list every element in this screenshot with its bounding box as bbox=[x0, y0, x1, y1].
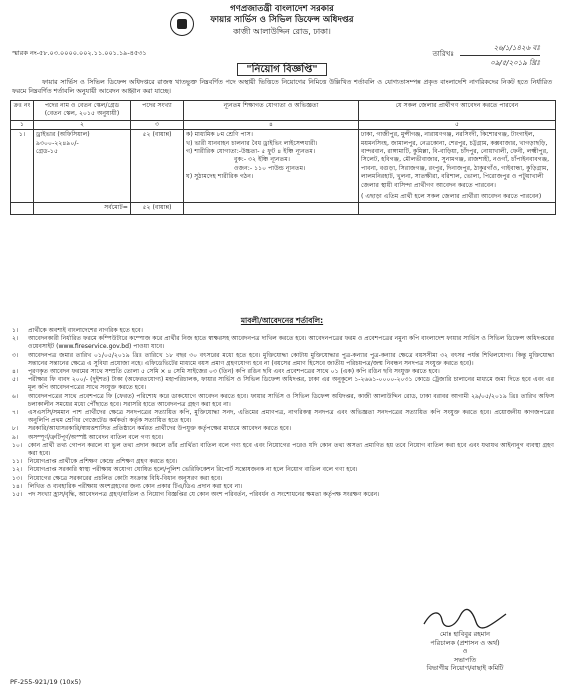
condition-number: ১১। bbox=[12, 458, 23, 466]
post-name: ড্রাইভার (অফিসিয়াল) bbox=[36, 131, 90, 139]
condition-item bbox=[12, 327, 554, 335]
vacancy-table bbox=[10, 100, 556, 215]
condition-text: আবেদনপত্র জমার তারিখ ০১/০৫/২০১৯ খ্রিঃ তারিখে ১৮ বছর ৩০ বৎসরের মধ্যে হতে হবে। মুক্তিযোদ্ধা কোটায় মুক্তিযোদ্ধার পুত্র-কন্যার পুত্র-কন্যার ক্ষেত্রে বয়সসীমা ৩২ বৎসর পর্যন্ত শিথিলযোগ্য। কিন্তু মুক্তিযোদ্ধা সন্তানের সন্তানের ক্ষেত্রে এ সুবিধা প্রযোজ্য নহে। এফিডেভিটের মাধ্যমে বয়স প্রমাণ গ্রহণযোগ্য হবে না (বয়সের প্রমাণ হিসেবে জাতীয় পরিচয়পত্র/জন্ম নিবন্ধন সনদপত্র সংযুক্ত করতে হবে)। bbox=[28, 351, 554, 367]
condition-text: নিয়োগপ্রাপ্ত সরকারি স্বাস্থ্য পরীক্ষায় অযোগ্য ঘোষিত হলে/পুলিশ ভেরিফিকেশন রিপোর্ট সন্তোষজনক না হলে নিয়োগ বাতিল বলে গণ্য হবে। bbox=[28, 466, 358, 474]
date-label: তারিখঃ bbox=[432, 50, 454, 58]
condition-text: পদ সংখ্যা হ্রাস/বৃদ্ধি, আবেদনপত্র গ্রহণ/বাতিল ও নিয়োগ বিজ্ঞপ্তির যে কোন অংশ পরিবর্তন, পরিবর্ধন ও সংশোধনের ক্ষমতা কর্তৃপক্ষ সংরক্ষণ করেন। bbox=[28, 491, 380, 499]
condition-number: ১৩। bbox=[12, 474, 23, 482]
table-row bbox=[11, 130, 556, 203]
row-districts bbox=[359, 130, 556, 203]
condition-text: আবেদনকারী নির্ধারিত ফরমে কম্পিউটারে কম্পোজ করে প্রার্থীর নিজ হাতে স্বাক্ষরসহ আবেদনপত্র দাখিল করতে হবে। আবেদনপত্রের ফরম ও প্রবেশপত্রের নমুনা কপি বাংলাদেশ ফায়ার সার্ভিস ও সিভিল ডিফেন্স অধিদপ্তরের ওয়েবসাইট (www.fireservice.gov.bd) পাওয়া যাবে। bbox=[28, 335, 554, 351]
signatory-and: ও bbox=[462, 647, 468, 655]
condition-text: এসএসসি/সমমান পাশ প্রার্থীদের ক্ষেত্রে সনদপত্রের সত্যায়িত কপি, মুক্তিযোদ্ধা সনদ, এতিমের প্রমাণপত্র, নাগরিকত্ব সনদপত্র এবং অভিজ্ঞতা সনদপত্রের সত্যায়িত কপি সংযুক্ত করতে হবে। প্রয়োজনীয় কাগজপত্রের অনুলিপি প্রথম শ্রেণির গেজেটেড কর্মকর্তা কর্তৃক সত্যায়িত হতে হবে। bbox=[28, 409, 554, 425]
qualification-item: গ) শারীরিক যোগ্যতা:-উচ্চতা- ৫ ফুট ৪ ইঞ্চি ন্যূনতম। bbox=[186, 148, 316, 156]
row-count: ৫২ (বায়ান্ন) bbox=[131, 130, 184, 203]
district-list: ঢাকা, গাজীপুর, মুন্সীগঞ্জ, নারায়ণগঞ্জ, নরসিংদী, কিশোরগঞ্জ, টাংগাইল, ময়মনসিংহ, জামালপুর, নেত্রকোনা, শেরপুর, চট্টগ্রাম, কক্সবাজার, খাগড়াছড়ি, বান্দরবান, রাঙ্গামাটি, কুমিল্লা, বি-বাড়িয়া, চাঁদপুর, নোয়াখালী, ফেনী, লক্ষ্মীপুর, সিলেট, হবিগঞ্জ, মৌলভীবাজার, সুনামগঞ্জ, রাজশাহী, নওগাঁ, চাঁপাইনবাবগঞ্জ, পাবনা, বগুড়া, সিরাজগঞ্জ, রংপুর, দিনাজপুর, ঠাকুরগাঁও, গাইবান্ধা, কুড়িগ্রাম, লালমনিরহাট, খুলনা, সাতক্ষীরা, বরিশাল, ভোলা, পিরোজপুর ও পটুয়াখালী জেলার স্থায়ী বাসিন্দা প্রার্থীগণ আবেদন করতে পারবেন। bbox=[361, 131, 550, 189]
notice-title: "নিয়োগ বিজ্ঞপ্তি" bbox=[6, 62, 558, 79]
table-header-row bbox=[11, 101, 556, 121]
condition-number: ৭। bbox=[12, 409, 19, 417]
condition-item bbox=[12, 368, 554, 376]
col-post: পদের নাম ও বেতন স্কেল/গ্রেড (বেতন স্কেল, ২০১৫ অনুযায়ী) bbox=[34, 101, 131, 121]
condition-text: পূরণকৃত আবেদন ফরমের সাথে সম্প্রতি তোলা ৫ সেমি × ৪ সেমি সাইজের ০৩ (তিন) কপি রঙিন ছবি এবং প্রবেশপত্রের সাথে ০১ (এক) কপি রঙিন ছবি সংযুক্ত করতে হবে। bbox=[28, 368, 440, 376]
qualification-item: ওজন:- ১১০ পাউন্ড ন্যূনতম। bbox=[234, 164, 306, 172]
recruitment-notice bbox=[6, 4, 558, 696]
conditions-title: মাবলী/আবেদনের শর্তাবলি: bbox=[240, 316, 324, 325]
condition-number: ৫। bbox=[12, 376, 19, 384]
num-cell: ৪ bbox=[184, 120, 359, 129]
condition-text: অসম্পূর্ণ/ত্রুটিপূর্ণ/অস্পষ্ট আবেদন বাতিল বলে গণ্য হবে। bbox=[28, 433, 164, 441]
footer-code: PF-255-921/19 (10x5) bbox=[10, 678, 82, 686]
government-logo-icon bbox=[170, 12, 194, 36]
table-number-row bbox=[11, 120, 556, 129]
condition-item bbox=[12, 491, 554, 499]
date-english: ০৯/৫/২০১৯ খ্রিঃ bbox=[490, 59, 540, 67]
col-count: পদের সংখ্যা bbox=[131, 101, 184, 121]
condition-number: ৩। bbox=[12, 351, 19, 359]
signatory-name: মোঃ হাবিবুর রহমান bbox=[439, 630, 491, 638]
qualification-item: ক) মাধ্যমিক ৮ম শ্রেণি পাস। bbox=[186, 131, 253, 139]
condition-item bbox=[12, 442, 554, 458]
condition-text: লিখিত ও ব্যবহারিক পরীক্ষায় অংশগ্রহণের জন্য কোন প্রকার টিএ/ডিএ প্রদান করা হবে না। bbox=[28, 482, 243, 490]
condition-number: ১৫। bbox=[12, 491, 23, 499]
signature-icon bbox=[390, 608, 540, 630]
total-row bbox=[11, 203, 556, 214]
department-address: কাজী আলাউদ্দিন রোড, ঢাকা। bbox=[233, 27, 331, 36]
condition-number: ৮। bbox=[12, 425, 19, 433]
row-post bbox=[34, 130, 131, 203]
district-note: ( এছাড়া এতিম প্রার্থী হলে সকল জেলার প্রার্থীরা আবেদন করতে পারবেন) bbox=[361, 193, 542, 201]
condition-text: নিয়োগপ্রাপ্ত প্রার্থীকে প্রশিক্ষণ কেন্দ্রে প্রশিক্ষণ গ্রহণ করতে হবে। bbox=[28, 458, 178, 466]
condition-item bbox=[12, 335, 554, 351]
signature-block bbox=[390, 608, 540, 673]
pay-scale: ৯৩০০-২২৪৯০/- bbox=[36, 139, 79, 147]
header bbox=[6, 4, 558, 37]
row-serial: ১। bbox=[11, 130, 34, 203]
signatory-role: সভাপতি bbox=[453, 655, 477, 664]
department-name: ফায়ার সার্ভিস ও সিভিল ডিফেন্স অধিদপ্তর bbox=[210, 15, 354, 25]
signatory-designation: পরিচালক (প্রশাসন ও অর্থ) bbox=[430, 638, 500, 647]
col-serial: ক্রঃ নং bbox=[11, 101, 34, 121]
grade: গ্রেড-১৫ bbox=[36, 148, 58, 156]
condition-text: প্রার্থীকে অবশ্যই বাংলাদেশের নাগরিক হতে হবে। bbox=[28, 327, 143, 334]
qualification-item: ঘ) সুঠামদেহ শারীরিক গঠন। bbox=[186, 173, 254, 181]
num-cell: ৫ bbox=[359, 120, 556, 129]
condition-item bbox=[12, 475, 554, 483]
condition-number: ৯। bbox=[12, 433, 19, 441]
condition-text: আবেদনপত্রের সাথে প্রবেশপত্রে ফি (ফেরত) পরিশোধ করে ডাকযোগে আবেদন করতে হবে। ফায়ার সার্ভিস ও সিভিল ডিফেন্স অধিদপ্তর, কাজী আলাউদ্দিন রোড, ঢাকা বরাবর আগামী ২৯/০৫/২০১৯ খ্রিঃ তারিখ অফিস চলাকালীন সময়ের মধ্যে পৌঁছাতে হবে। সরাসরি হাতে আবেদনপত্র গ্রহণ করা হবে না। bbox=[28, 392, 554, 408]
date-bangla: ২৬/১/১৪২৬ বঃ bbox=[493, 44, 540, 52]
qualification-item: খ) ভারী যানবাহন চালনার বৈধ ড্রাইভিং লাইসেন্সধারী। bbox=[186, 139, 318, 147]
condition-item bbox=[12, 425, 554, 433]
condition-text: কোন প্রার্থী তথ্য গোপন করলে বা ভুল তথ্য প্রদান করলে তাঁর প্রার্থিতা বাতিল বলে গণ্য হবে এবং নিয়োগের পরেও যদি কোন তথ্য অসত্য প্রমাণিত হয় তবে নিয়োগ বাতিল করা হবে এবং যথাযথ আইনানুগ ব্যবস্থা গ্রহণ করা হবে। bbox=[28, 441, 554, 458]
total-count: ৫২ (বায়ান্ন) bbox=[131, 203, 184, 214]
condition-item bbox=[12, 483, 554, 491]
row-qualifications bbox=[184, 130, 359, 203]
condition-number: ২। bbox=[12, 335, 19, 343]
condition-item bbox=[12, 466, 554, 474]
num-cell: ২ bbox=[34, 120, 131, 129]
condition-number: ১৪। bbox=[12, 482, 23, 490]
total-label: সর্বমোট= bbox=[34, 203, 131, 214]
num-cell: ৩ bbox=[131, 120, 184, 129]
num-cell: ১ bbox=[11, 120, 34, 129]
condition-item bbox=[12, 409, 554, 425]
condition-number: ১। bbox=[12, 327, 19, 334]
condition-number: ৬। bbox=[12, 392, 19, 400]
condition-item bbox=[12, 352, 554, 368]
condition-number: ১২। bbox=[12, 466, 23, 474]
conditions-list bbox=[12, 327, 554, 499]
government-name: গণপ্রজাতন্ত্রী বাংলাদেশ সরকার bbox=[230, 4, 334, 14]
col-qualification: ন্যূনতম শিক্ষাগত যোগ্যতা ও অভিজ্ঞতা bbox=[184, 101, 359, 121]
committee-name: বিভাগীয় নিয়োগ/বাছাই কমিটি bbox=[426, 664, 504, 672]
condition-number: ১০। bbox=[12, 441, 23, 449]
condition-text: সরকারি/আধাসরকারি/স্বায়ত্তশাসিত প্রতিষ্ঠানে কর্মরত প্রার্থীদের উপযুক্ত কর্তৃপক্ষের মাধ্যমে আবেদন করতে হবে। bbox=[28, 425, 292, 433]
condition-number: ৪। bbox=[12, 368, 19, 376]
condition-item bbox=[12, 376, 554, 392]
condition-item bbox=[12, 393, 554, 409]
col-districts: যে সকল জেলার প্রার্থীগণ আবেদন করতে পারবেন bbox=[359, 101, 556, 121]
condition-text: নিয়োগের ক্ষেত্রে সরকারের প্রচলিত কোটা সংক্রান্ত বিধি-বিধান অনুসরণ করা হবে। bbox=[28, 474, 223, 482]
condition-text: পরীক্ষার ফি বাবদ ২০০/- (দুইশত) টাকা (অফেরতযোগ্য) মহাপরিচালক, ফায়ার সার্ভিস ও সিভিল ডিফেন্স অধিদপ্তর, ঢাকা এর অনুকূলে ১-২৬৬১-০০০০-২০৩১ কোডে ট্রেজারি চালানের মাধ্যমে জমা দিতে হবে এবং এর মূল কপি আবেদনপত্রের সাথে সংযুক্ত করতে হবে। bbox=[28, 376, 554, 392]
intro-paragraph: ফায়ার সার্ভিস ও সিভিল ডিফেন্স অধিদপ্তরে রাজস্ব খাতভুক্ত নিম্নবর্ণিত পদে অস্থায়ী ভিত্তিতে নিয়োগের নিমিত্তে উল্লিখিত শর্তাবলি ও যোগ্যতাসম্পন্ন প্রকৃত বাংলাদেশি নাগরিকদের নিকট হতে নির্ধারিত ফরমে নিম্নবর্ণিত শর্তাবলি অনুযায়ী আবেদন আহ্বান করা যাচ্ছে। bbox=[12, 78, 552, 95]
condition-item bbox=[12, 434, 554, 442]
qualification-item: বুক:- ৩২ ইঞ্চি ন্যূনতম। bbox=[234, 156, 290, 164]
memo-number: স্মারক নং-৫৮.০৩.০০০০.০০২.১১.০০১.১৯-৪৫৩১ bbox=[12, 49, 147, 57]
